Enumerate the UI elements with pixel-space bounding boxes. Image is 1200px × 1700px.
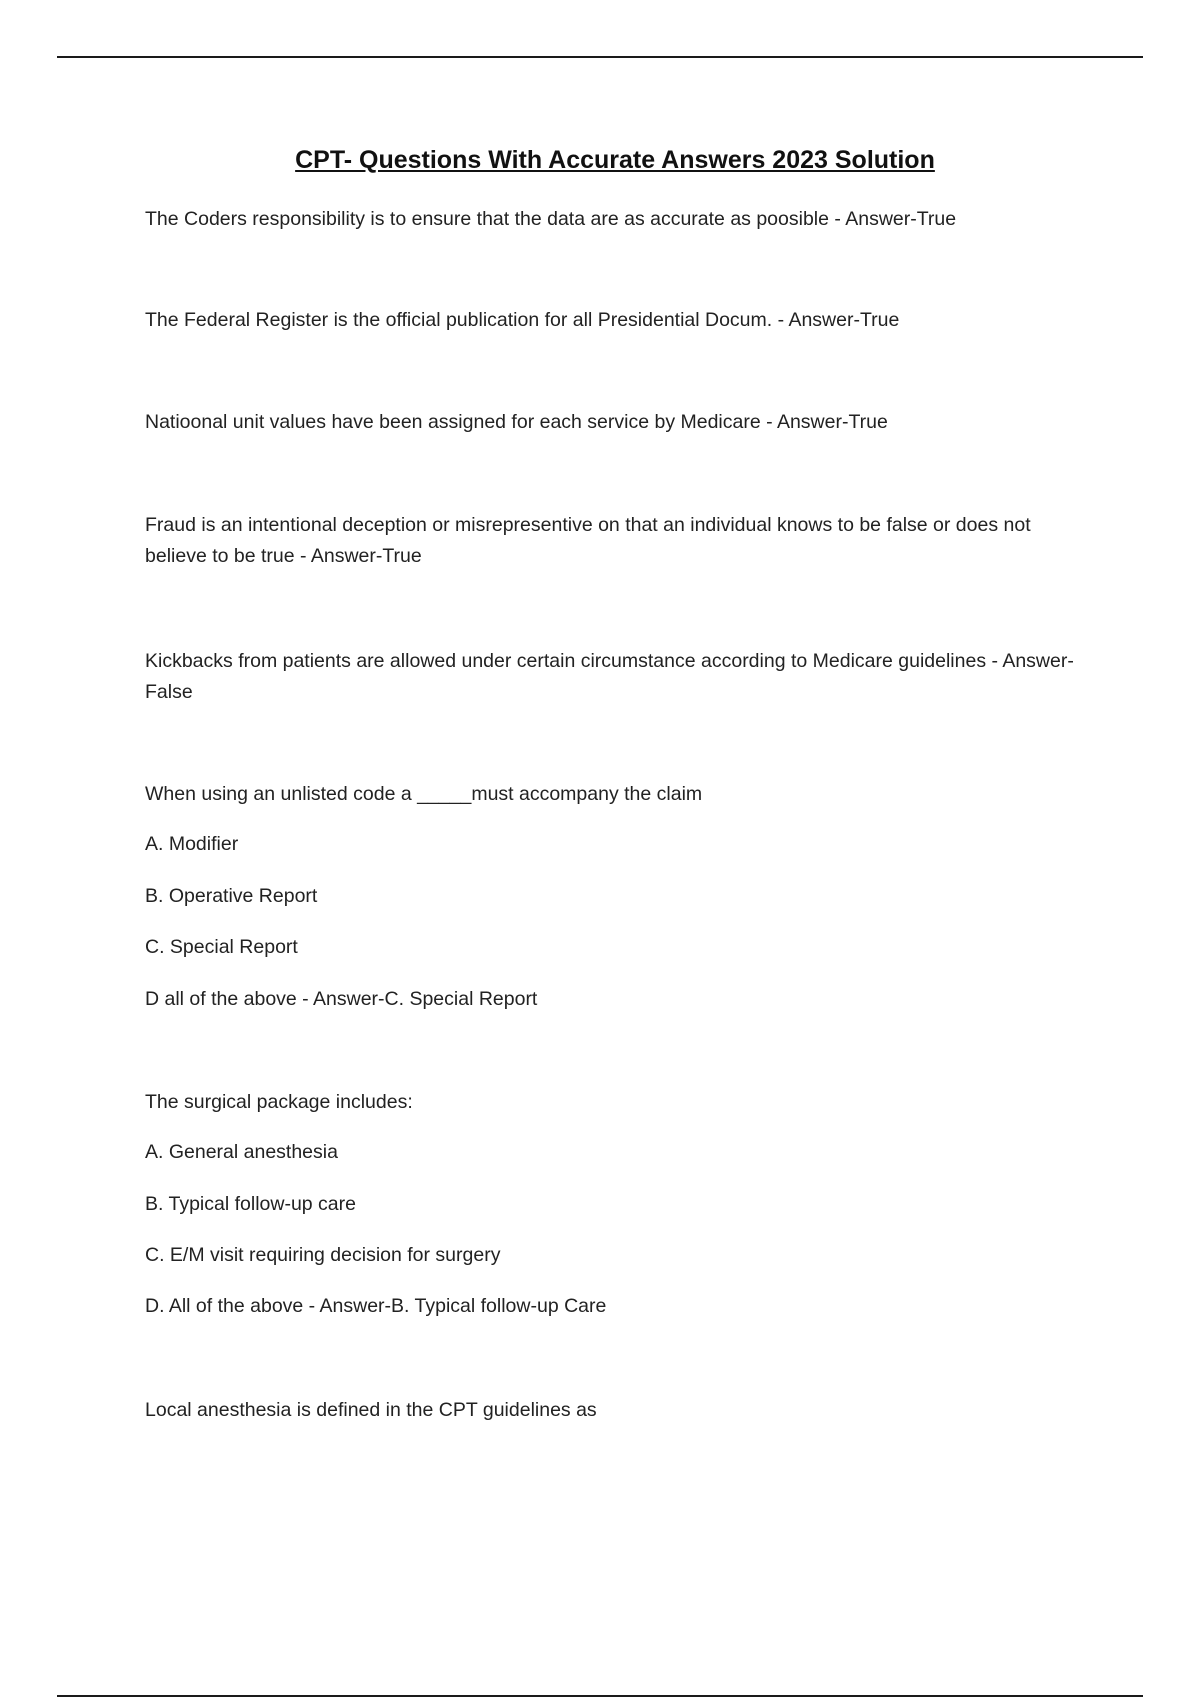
top-rule (57, 56, 1143, 58)
option-b: B. Typical follow-up care (145, 1193, 356, 1215)
option-d-answer: D. All of the above - Answer-B. Typical follow-up Care (145, 1295, 607, 1317)
question-surgical-package: The surgical package includes: (145, 1091, 413, 1113)
qa-item-3: Natioonal unit values have been assigned for each service by Medicare - Answer-True (145, 411, 888, 433)
document-title: CPT- Questions With Accurate Answers 2023 Solution (295, 146, 935, 174)
option-b: B. Operative Report (145, 885, 318, 907)
qa-item-2: The Federal Register is the official publication for all Presidential Docum. - Answer-True (145, 309, 900, 331)
question-unlisted-code: When using an unlisted code a _____must accompany the claim (145, 783, 703, 805)
qa-item-1: The Coders responsibility is to ensure that the data are as accurate as poosible - Answer-True (145, 208, 957, 230)
qa-item-5: Kickbacks from patients are allowed under certain circumstance according to Medicare guidelines - Answer-False (145, 650, 1074, 703)
option-c: C. Special Report (145, 936, 298, 958)
option-a: A. General anesthesia (145, 1141, 338, 1163)
option-c: C. E/M visit requiring decision for surgery (145, 1244, 501, 1266)
question-local-anesthesia: Local anesthesia is defined in the CPT guidelines as (145, 1399, 597, 1421)
bottom-rule (57, 1695, 1143, 1697)
option-a: A. Modifier (145, 833, 239, 855)
qa-item-4: Fraud is an intentional deception or misrepresentive on that an individual knows to be false or does not believe to be true - Answer-True (145, 514, 1031, 567)
option-d-answer: D all of the above - Answer-C. Special Report (145, 988, 538, 1010)
